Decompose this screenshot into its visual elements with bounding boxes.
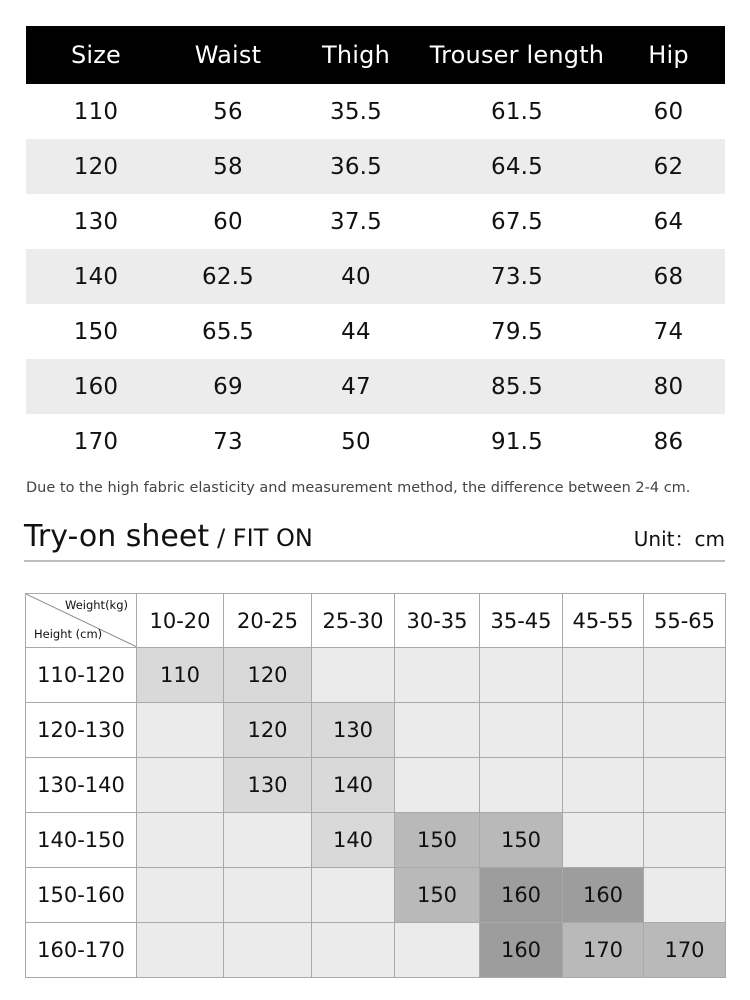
empty-cell — [644, 703, 726, 758]
empty-cell — [224, 923, 312, 978]
tryon-title-sub: / FIT ON — [217, 524, 313, 552]
header-size: Size — [70, 41, 122, 69]
height-axis-label: Height (cm) — [34, 627, 103, 641]
cell-thigh: 50 — [341, 428, 371, 455]
recommended-size-cell: 120 — [224, 703, 312, 758]
cell-thigh: 44 — [341, 318, 371, 345]
cell-size: 120 — [73, 153, 119, 180]
empty-cell — [137, 703, 224, 758]
height-range-label: 140-150 — [26, 813, 137, 868]
cell-size: 140 — [73, 263, 119, 290]
size-table-row — [26, 414, 725, 469]
cell-size: 130 — [73, 208, 119, 235]
header-thigh: Thigh — [322, 41, 390, 69]
empty-cell — [395, 923, 480, 978]
empty-cell — [224, 868, 312, 923]
weight-range-header: 45-55 — [563, 594, 644, 648]
recommended-size-cell: 140 — [312, 813, 395, 868]
cell-hip: 68 — [653, 263, 684, 290]
weight-range-header: 30-35 — [395, 594, 480, 648]
empty-cell — [312, 868, 395, 923]
recommended-size-cell: 160 — [563, 868, 644, 923]
cell-waist: 60 — [213, 208, 243, 235]
recommended-size-cell: 110 — [137, 648, 224, 703]
fit-grid-row — [26, 868, 726, 923]
cell-hip: 64 — [653, 208, 684, 235]
fit-grid — [25, 593, 726, 978]
cell-hip: 86 — [653, 428, 684, 455]
cell-thigh: 40 — [341, 263, 371, 290]
fit-grid-row — [26, 813, 726, 868]
recommended-size-cell: 150 — [395, 813, 480, 868]
empty-cell — [563, 703, 644, 758]
tryon-title-main: Try-on sheet — [24, 519, 210, 554]
cell-trouser-length: 61.5 — [490, 98, 543, 125]
empty-cell — [395, 648, 480, 703]
cell-trouser-length: 64.5 — [490, 153, 543, 180]
header-waist: Waist — [194, 41, 262, 69]
weight-range-header: 25-30 — [312, 594, 395, 648]
height-range-label: 120-130 — [26, 703, 137, 758]
size-table-body — [26, 84, 725, 469]
recommended-size-cell: 170 — [644, 923, 726, 978]
fit-grid-row — [26, 648, 726, 703]
corner-cell — [26, 594, 137, 648]
empty-cell — [224, 813, 312, 868]
recommended-size-cell: 170 — [563, 923, 644, 978]
fit-grid-header-row — [26, 594, 726, 648]
recommended-size-cell: 150 — [480, 813, 563, 868]
height-range-label: 130-140 — [26, 758, 137, 813]
cell-trouser-length: 85.5 — [490, 373, 543, 400]
height-range-label: 110-120 — [26, 648, 137, 703]
unit-label: Unit：cm — [633, 527, 725, 551]
header-hip: Hip — [648, 41, 689, 69]
empty-cell — [137, 868, 224, 923]
empty-cell — [137, 923, 224, 978]
size-table-row — [26, 359, 725, 414]
cell-hip: 74 — [653, 318, 684, 345]
empty-cell — [644, 648, 726, 703]
empty-cell — [644, 758, 726, 813]
empty-cell — [563, 813, 644, 868]
weight-range-header: 20-25 — [224, 594, 312, 648]
weight-range-header: 55-65 — [644, 594, 726, 648]
recommended-size-cell: 160 — [480, 923, 563, 978]
cell-hip: 62 — [653, 153, 684, 180]
fit-grid-row — [26, 758, 726, 813]
cell-trouser-length: 91.5 — [490, 428, 543, 455]
size-table-header — [26, 26, 725, 84]
cell-hip: 80 — [653, 373, 684, 400]
weight-range-header: 35-45 — [480, 594, 563, 648]
empty-cell — [312, 648, 395, 703]
size-table-row — [26, 249, 725, 304]
height-range-label: 150-160 — [26, 868, 137, 923]
fit-grid-body — [26, 648, 726, 978]
header-trouser-length: Trouser length — [429, 41, 605, 69]
tryon-heading — [24, 518, 725, 562]
cell-waist: 73 — [213, 428, 243, 455]
recommended-size-cell: 140 — [312, 758, 395, 813]
cell-waist: 62.5 — [201, 263, 254, 290]
size-table-row — [26, 84, 725, 139]
cell-size: 160 — [73, 373, 119, 400]
cell-waist: 69 — [213, 373, 243, 400]
cell-thigh: 47 — [341, 373, 371, 400]
height-range-label: 160-170 — [26, 923, 137, 978]
size-table-row — [26, 304, 725, 359]
cell-trouser-length: 79.5 — [490, 318, 543, 345]
empty-cell — [312, 923, 395, 978]
empty-cell — [395, 758, 480, 813]
recommended-size-cell: 150 — [395, 868, 480, 923]
fit-grid-row — [26, 923, 726, 978]
cell-trouser-length: 67.5 — [490, 208, 543, 235]
cell-thigh: 37.5 — [329, 208, 382, 235]
cell-waist: 58 — [213, 153, 243, 180]
recommended-size-cell: 120 — [224, 648, 312, 703]
weight-range-header: 10-20 — [137, 594, 224, 648]
measurement-note: Due to the high fabric elasticity and measurement method, the difference between 2-4 cm. — [26, 480, 691, 496]
empty-cell — [563, 648, 644, 703]
cell-size: 110 — [73, 98, 119, 125]
cell-waist: 56 — [213, 98, 243, 125]
empty-cell — [137, 813, 224, 868]
cell-size: 150 — [73, 318, 119, 345]
recommended-size-cell: 130 — [312, 703, 395, 758]
cell-size: 170 — [73, 428, 119, 455]
fit-grid-row — [26, 703, 726, 758]
cell-thigh: 35.5 — [329, 98, 382, 125]
weight-axis-label: Weight(kg) — [65, 598, 128, 612]
recommended-size-cell: 160 — [480, 868, 563, 923]
empty-cell — [137, 758, 224, 813]
size-table — [26, 26, 725, 469]
recommended-size-cell: 130 — [224, 758, 312, 813]
cell-trouser-length: 73.5 — [490, 263, 543, 290]
cell-waist: 65.5 — [201, 318, 254, 345]
empty-cell — [480, 703, 563, 758]
empty-cell — [644, 868, 726, 923]
empty-cell — [563, 758, 644, 813]
empty-cell — [395, 703, 480, 758]
empty-cell — [480, 648, 563, 703]
size-table-row — [26, 194, 725, 249]
size-table-row — [26, 139, 725, 194]
cell-hip: 60 — [653, 98, 684, 125]
tryon-title — [24, 519, 313, 554]
empty-cell — [480, 758, 563, 813]
cell-thigh: 36.5 — [329, 153, 382, 180]
empty-cell — [644, 813, 726, 868]
